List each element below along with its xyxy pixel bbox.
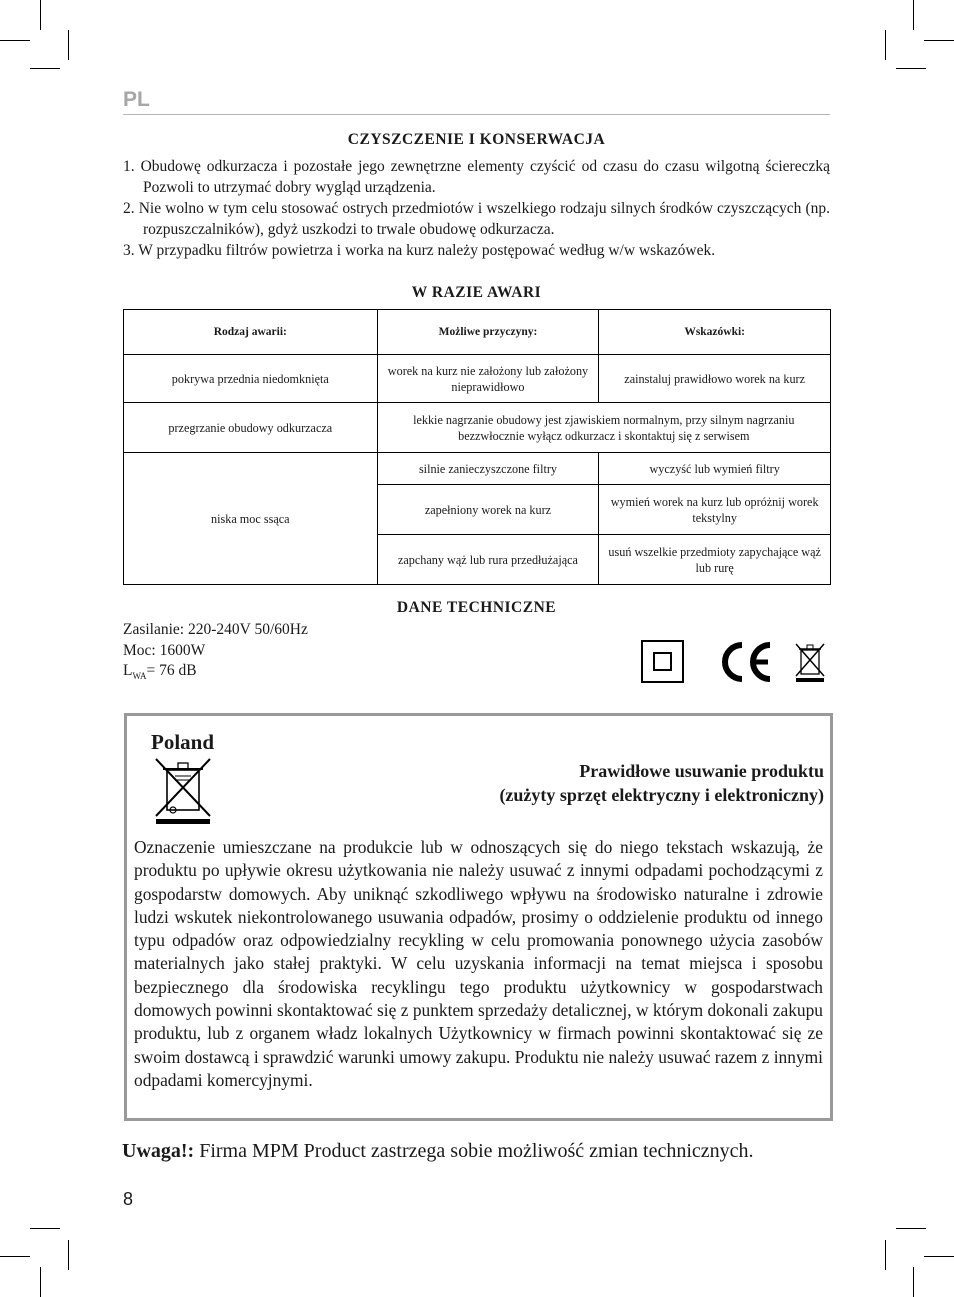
table-cell: lekkie nagrzanie obudowy jest zjawiskiem normalnym, przy silnym nagrzaniu bezzwłocznie wyłącz odkurzacz i skontaktuj się z serwisem	[377, 403, 830, 453]
note-text: Firma MPM Product zastrzega sobie możliwość zmian technicznych.	[194, 1140, 754, 1162]
page-number: 8	[123, 1189, 134, 1209]
table-cell: wymień worek na kurz lub opróżnij worek tekstylny	[599, 485, 831, 535]
table-cell: wyczyść lub wymień filtry	[599, 453, 831, 485]
table-cell: przegrzanie obudowy odkurzacza	[124, 403, 378, 453]
list-item: 3. W przypadku filtrów powietrza i worka na kurz należy postępować według w/w wskazówek.	[123, 242, 716, 259]
table-cell: zainstaluj prawidłowo worek na kurz	[599, 355, 831, 403]
cleaning-list	[123, 156, 830, 261]
tech-heading: DANE TECHNICZNE	[396, 599, 557, 616]
power-spec: Zasilanie: 220-240V 50/60Hz	[123, 621, 308, 638]
table-cell: zapchany wąż lub rura przedłużająca	[377, 535, 599, 585]
note-label: Uwaga!:	[122, 1140, 195, 1162]
header-cell: Rodzaj awarii:	[124, 310, 378, 355]
fault-table	[123, 309, 831, 585]
cleaning-heading: CZYSZCZENIE I KONSERWACJA	[347, 131, 606, 148]
table-cell: worek na kurz nie założony lub założony nieprawidłowo	[377, 355, 599, 403]
note	[122, 1140, 832, 1163]
weee-info-box	[124, 713, 833, 1121]
fault-heading: W RAZIE AWARI	[411, 284, 542, 301]
table-row	[124, 355, 831, 403]
crossed-bin-icon	[153, 756, 213, 826]
country-label: Poland	[151, 730, 215, 754]
table-header-row	[124, 310, 831, 355]
table-cell: silnie zanieczyszczone filtry	[377, 453, 599, 485]
table-row	[124, 403, 831, 453]
header-rule	[123, 114, 830, 115]
table-cell: niska moc ssąca	[124, 453, 378, 585]
weee-bin-icon	[792, 640, 828, 684]
list-item: 1. Obudowę odkurzacza i pozostałe jego zewnętrzne elementy czyścić od czasu do czasu wilgotną ściereczką Pozwoli to utrzymać dobry wygląd urządzenia.	[123, 158, 830, 196]
table-row	[124, 453, 831, 485]
weee-body-text: Oznaczenie umieszczane na produkcie lub w odnoszących się do niego tekstach wskazują, że produktu po upływie okresu użytkowania nie należy usuwać z innymi odpadami pochodzącymi z gospodarstw domowych. Aby uniknąć szkodliwego wpływu na środowisko naturalne i zdrowie ludzi wskutek niekontrolowanego usuwania odpadów, prosimy o oddzielenie produktu od innego typu odpadów oraz odpowiedzialny recykling w celu promowania ponownego użycia zasobów materialnych jako stałej praktyki. W celu uzyskania informacji na temat miejsca i sposobu bezpiecznego dla środowiska recyklingu tego produktu użytkownicy w gospodarstwach domowych powinni skontaktować się z punktem sprzedaży detalicznej, w którym dokonali zakupu produktu, lub z organem władz lokalnych Użytkownicy w firmach powinni skontaktować się ze swoim dostawcą i sprawdzić warunki umowy zakupu. Produktu nie należy usuwać razem z innymi odpadami komercyjnymi.	[134, 837, 823, 1090]
wattage-spec: Moc: 1600W	[123, 641, 206, 659]
table-cell: usuń wszelkie przedmioty zapychające wąż lub rurę	[599, 535, 831, 585]
list-item: 2. Nie wolno w tym celu stosować ostrych przedmiotów i wszelkiego rodzaju silnych środków czyszczących (np. rozpuszczalników), gdyż uszkodzi to trwale obudowę odkurzacza.	[123, 200, 830, 238]
table-cell: zapełniony worek na kurz	[377, 485, 599, 535]
ce-mark-icon	[720, 640, 776, 684]
tech-specs	[123, 620, 308, 687]
header-cell: Wskazówki:	[599, 310, 831, 355]
language-code: PL	[123, 88, 150, 111]
weee-title: Prawidłowe usuwanie produktu (zużyty sprzęt elektryczny i elektroniczny)	[499, 761, 824, 805]
noise-spec: $L_{WA}= 76$ dB	[123, 662, 197, 682]
double-insulation-icon	[641, 640, 685, 684]
header-cell: Możliwe przyczyny:	[377, 310, 599, 355]
table-cell: pokrywa przednia niedomknięta	[124, 355, 378, 403]
